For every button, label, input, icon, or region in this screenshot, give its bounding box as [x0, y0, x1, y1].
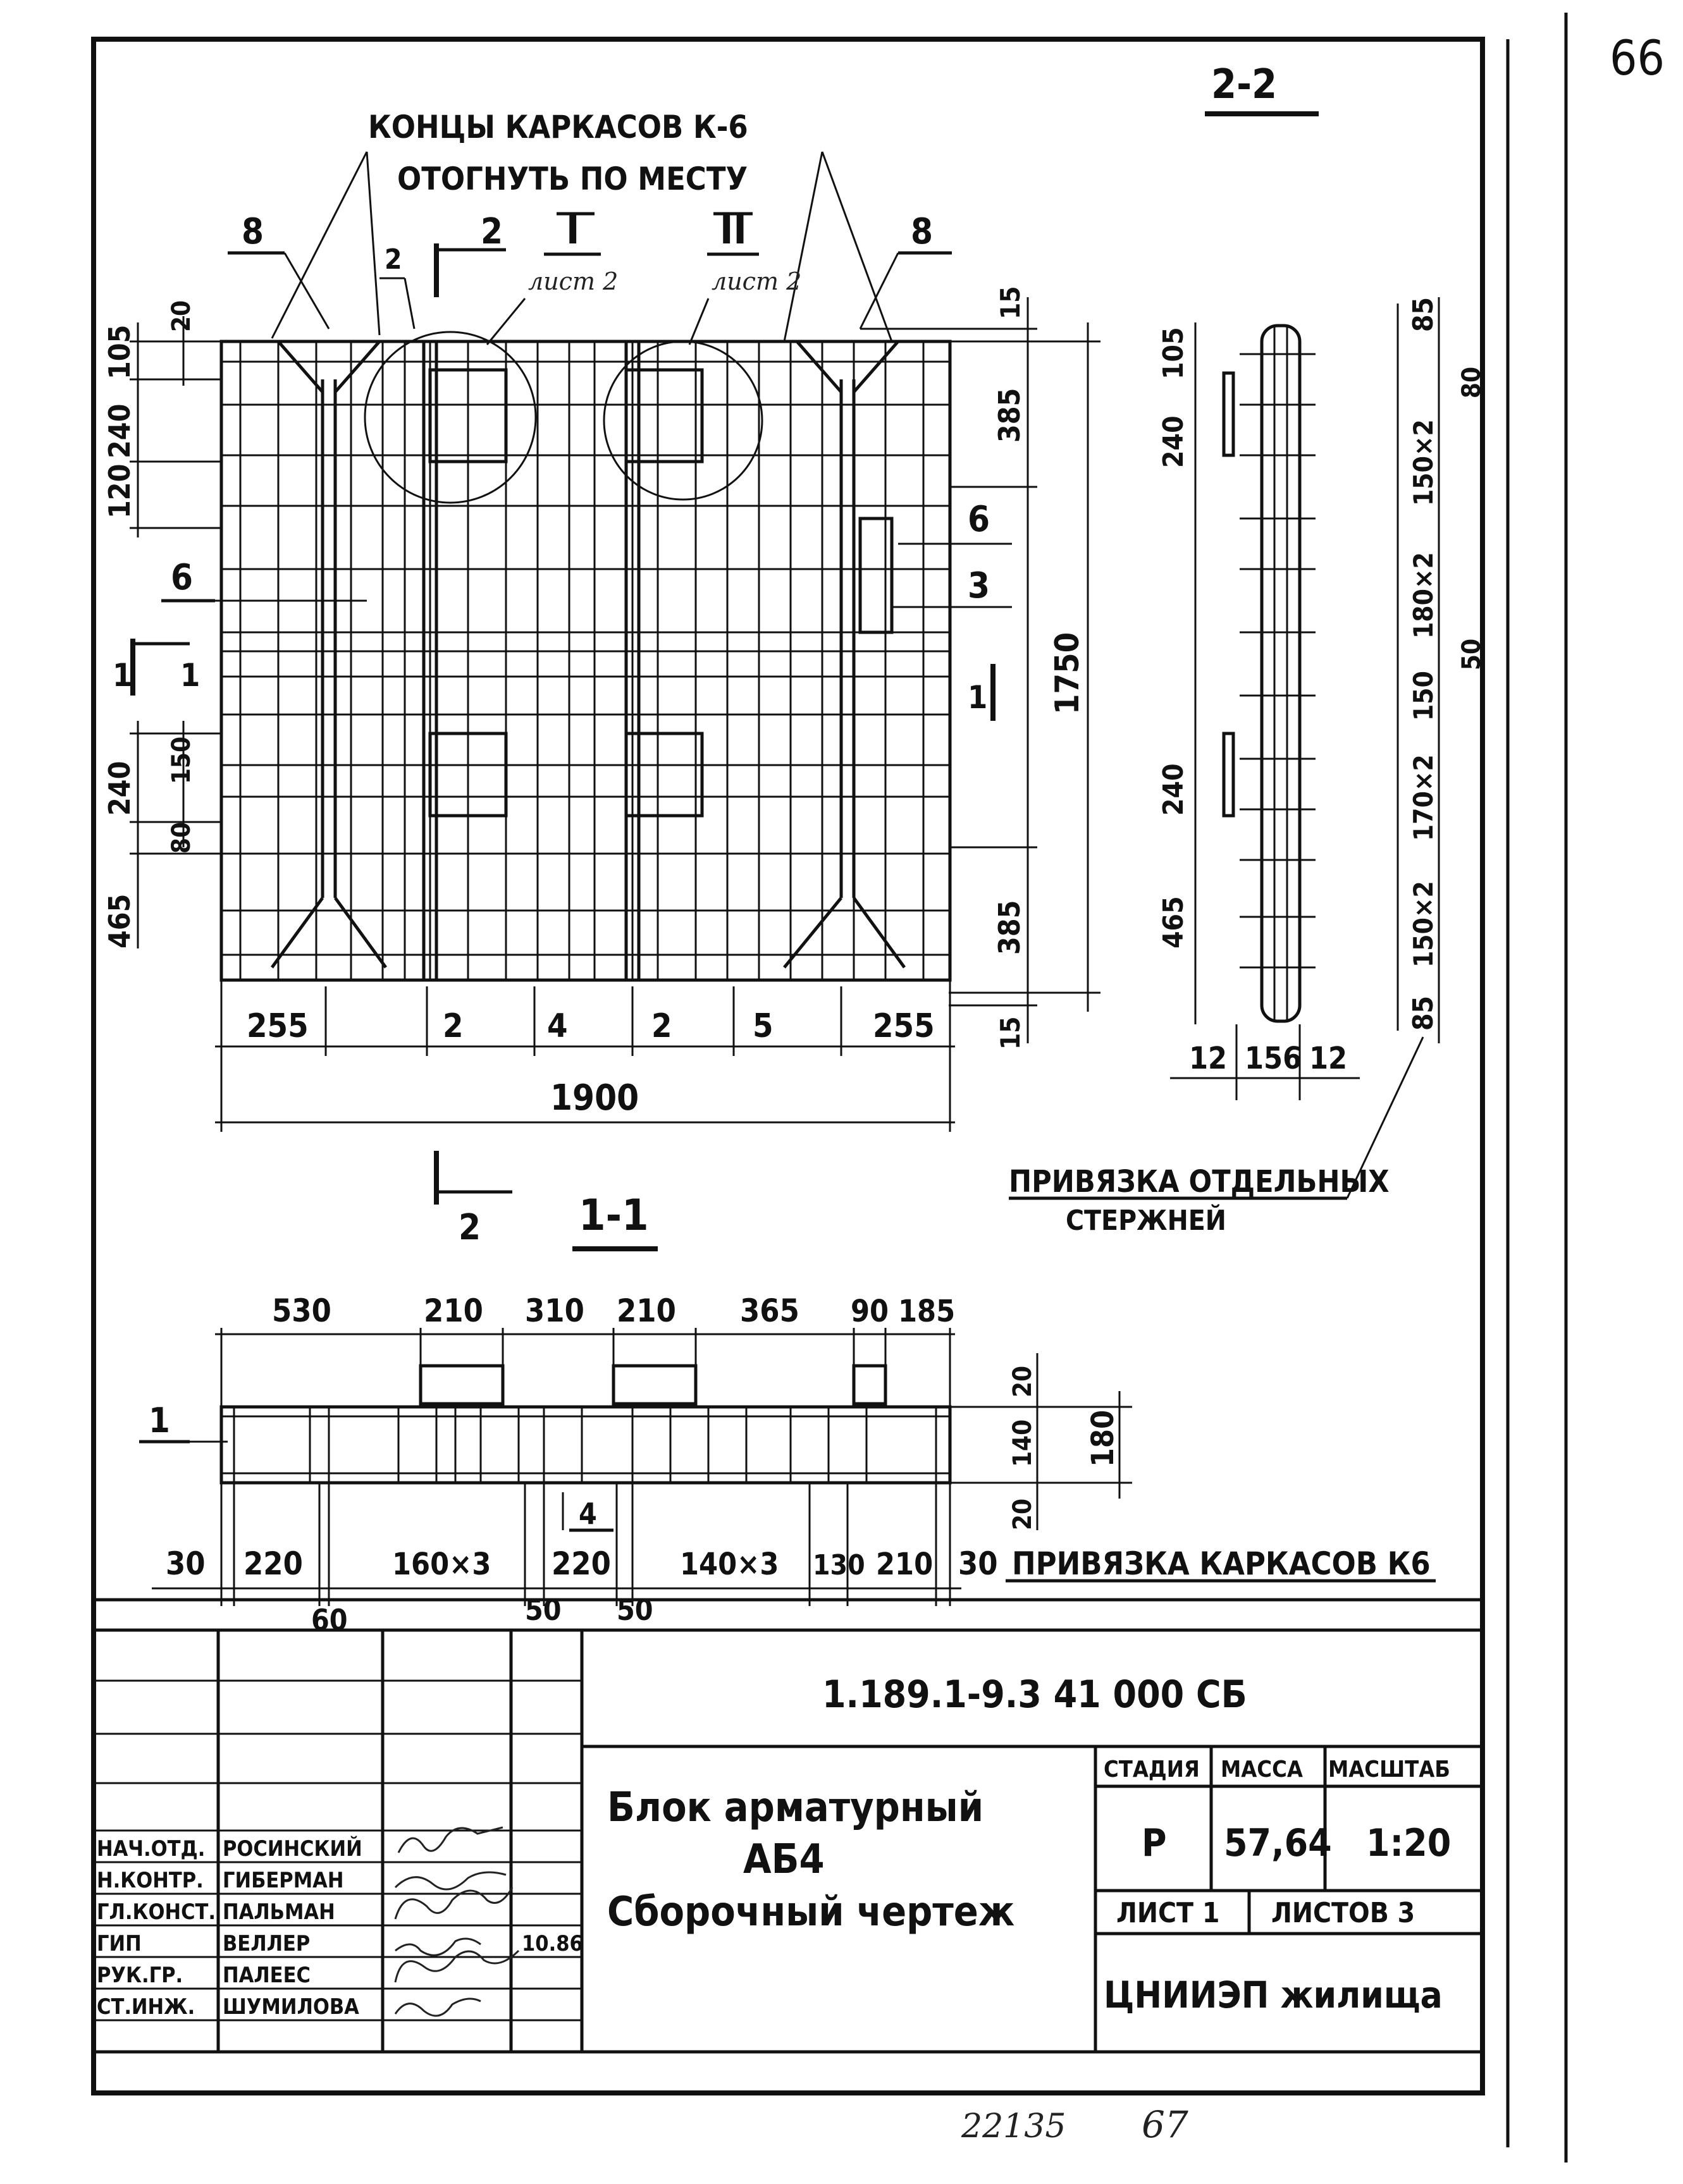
plan-left-dim-20: 20: [167, 300, 196, 332]
marker-8-right: 8: [911, 211, 934, 252]
s11-top-dim-310: 310: [525, 1292, 584, 1329]
marker-6-left: 6: [171, 557, 194, 598]
plan-bottom-dim-2a: 2: [443, 1007, 464, 1045]
s22-bottom-dim-12-right: 12: [1309, 1041, 1348, 1076]
s11-bottom-dim-220b: 220: [552, 1545, 611, 1582]
s11-top-dim-365: 365: [740, 1292, 799, 1329]
s11-bottom-dim-130: 130: [813, 1549, 865, 1581]
s11-body: [221, 1407, 950, 1483]
sig-name-5: ШУМИЛОВА: [223, 1994, 359, 2020]
sig-name-0: РОСИНСКИЙ: [223, 1836, 362, 1862]
s22-left-dim-240b: 240: [1157, 763, 1190, 816]
organization: ЦНИИЭП жилища: [1104, 1973, 1443, 2016]
s22-bottom-dim-156: 156: [1245, 1041, 1302, 1076]
s11-bottom-dim-160x3: 160×3: [392, 1547, 491, 1582]
plan-view: [102, 61, 1319, 1248]
s11-right-dim-140: 140: [1008, 1419, 1037, 1467]
cut-1-left-b: 1: [180, 657, 200, 694]
sig-role-5: СТ.ИНЖ.: [97, 1994, 195, 2020]
plan-left-dim-105: 105: [102, 324, 137, 379]
s11-bottom-dim-210: 210: [876, 1547, 934, 1582]
section-2-2: [1009, 297, 1486, 1237]
s22-right-dim-170x2: 170×2: [1408, 754, 1439, 841]
sig-role-2: ГЛ.КОНСТ.: [97, 1899, 216, 1925]
s22-right-dim-150: 150: [1408, 671, 1439, 721]
section-1-1: [139, 1191, 1436, 1637]
sig-role-0: НАЧ.ОТД.: [97, 1836, 206, 1862]
section-1-1-label: 1-1: [579, 1191, 649, 1241]
s22-bottom-dim-12-left: 12: [1189, 1041, 1228, 1076]
title-line2: АБ4: [743, 1836, 825, 1883]
node-II-label: II: [720, 207, 747, 254]
mesh-vertical-bars: [240, 341, 923, 980]
plan-left-dim-120: 120: [102, 463, 137, 518]
s11-marker-4: 4: [579, 1497, 597, 1531]
s22-right-dim-85-top: 85: [1407, 297, 1439, 332]
cut-1-left-a: 1: [113, 657, 133, 694]
s11-top-dim-210b: 210: [617, 1292, 676, 1329]
cut-2-top: [436, 211, 506, 297]
s11-bottom-dim-60: 60: [311, 1603, 348, 1637]
header-scale: МАСШТАБ: [1328, 1757, 1450, 1782]
node-I-circle: [365, 332, 536, 503]
plan-left-dim-240: 240: [102, 403, 137, 458]
s22-right-dim-50: 50: [1457, 638, 1486, 670]
s11-top-dim-210a: 210: [424, 1292, 483, 1329]
scale-value: 1:20: [1366, 1821, 1452, 1865]
mass-value: 57,64: [1224, 1821, 1332, 1865]
plan-right-dim-1750: 1750: [1049, 632, 1087, 715]
plan-bottom-dims: [215, 980, 955, 1132]
node-I-ref: лист 2: [528, 267, 619, 295]
header-mass: МАССА: [1221, 1757, 1303, 1782]
s11-bottom-dim-30-right: 30: [958, 1545, 998, 1582]
bottom-number-67: 67: [1142, 2103, 1188, 2146]
s11-bottom-dim-30-left: 30: [166, 1545, 206, 1582]
plan-bottom-dim-255-right: 255: [873, 1007, 935, 1045]
title-line3: Сборочный чертеж: [607, 1889, 1015, 1936]
plan-bottom-dim-4: 4: [547, 1007, 568, 1045]
stage-value: Р: [1142, 1821, 1167, 1865]
sheet-value: ЛИСТ 1: [1116, 1897, 1220, 1929]
sig-name-1: ГИБЕРМАН: [223, 1868, 344, 1893]
sheet-number-top: 66: [1610, 30, 1665, 86]
s11-bottom-dim-220a: 220: [244, 1545, 303, 1582]
plan-right-dim-385-top: 385: [992, 388, 1026, 443]
plan-right-dims: [860, 286, 1100, 1050]
plan-bottom-dim-255-left: 255: [247, 1007, 309, 1045]
s22-left-dim-240a: 240: [1157, 415, 1190, 468]
plan-right-dim-385-bottom: 385: [992, 900, 1026, 955]
s22-note-line2: СТЕРЖНЕЙ: [1066, 1205, 1226, 1237]
sig-role-4: РУК.ГР.: [97, 1963, 183, 1988]
s11-marker-1: 1: [149, 1401, 170, 1440]
plan-right-dim-15-top: 15: [995, 286, 1026, 319]
document-code: 1.189.1-9.3 41 000 СБ: [822, 1672, 1247, 1717]
s22-note-line1: ПРИВЯЗКА ОТДЕЛЬНЫХ: [1009, 1164, 1390, 1199]
title-block: [94, 1630, 1483, 2052]
marker-2-small: 2: [385, 243, 402, 276]
sheets-value: ЛИСТОВ 3: [1271, 1897, 1415, 1929]
marker-6-right: 6: [968, 499, 990, 540]
s22-right-dim-150x2-top: 150×2: [1408, 419, 1439, 506]
plan-left-dim-240b: 240: [102, 761, 137, 816]
s11-bottom-dim-140x3: 140×3: [680, 1547, 779, 1582]
s22-right-dim-150x2-bottom: 150×2: [1408, 881, 1439, 967]
s11-top-dim-185: 185: [898, 1294, 956, 1329]
s22-right-dim-85-bottom: 85: [1407, 995, 1439, 1031]
s11-note: ПРИВЯЗКА КАРКАСОВ К6: [1012, 1545, 1431, 1582]
s22-left-dim-105: 105: [1157, 327, 1190, 379]
header-stage: СТАДИЯ: [1104, 1757, 1200, 1782]
cut-2-bottom: [436, 1151, 512, 1248]
note-ends-line2: ОТОГНУТЬ ПО МЕСТУ: [397, 161, 748, 197]
s11-bottom-dim-50a: 50: [525, 1593, 562, 1627]
s22-left-dim-465: 465: [1157, 896, 1190, 948]
sig-role-1: Н.КОНТР.: [97, 1868, 204, 1893]
cut-2-bottom-label: 2: [459, 1207, 481, 1248]
plan-bottom-dim-2b: 2: [651, 1007, 672, 1045]
s11-right-dim-20-top: 20: [1008, 1365, 1037, 1397]
s11-top-dim-90: 90: [851, 1294, 889, 1329]
s11-top-dim-530: 530: [272, 1292, 331, 1329]
s11-bottom-dim-50b: 50: [617, 1593, 653, 1627]
cut-1-right: 1: [968, 679, 988, 716]
plan-overall-width: 1900: [550, 1077, 639, 1119]
plan-bottom-dim-5: 5: [753, 1007, 774, 1045]
sig-name-3: ВЕЛЛЕР: [223, 1931, 311, 1956]
title-line1: Блок арматурный: [607, 1784, 984, 1831]
node-II-ref: лист 2: [712, 267, 802, 295]
s11-right-dim-20-bottom: 20: [1008, 1498, 1037, 1530]
marker-3-right: 3: [968, 565, 990, 606]
node-I-label: I: [566, 207, 580, 254]
handwritten-signatures: [395, 1827, 519, 2016]
s11-right-dim-180: 180: [1085, 1409, 1121, 1467]
s22-right-dim-80: 80: [1457, 366, 1486, 398]
sig-role-3: ГИП: [97, 1931, 142, 1956]
s22-right-dim-180x2: 180×2: [1408, 552, 1439, 639]
marker-8-left: 8: [242, 211, 264, 252]
bottom-number-22135: 22135: [961, 2107, 1066, 2145]
plan-left-dim-80: 80: [167, 821, 196, 854]
plan-left-dims: [102, 300, 221, 948]
plan-right-dim-15-bottom: 15: [995, 1016, 1026, 1050]
section-2-2-label: 2-2: [1211, 61, 1278, 108]
note-ends-line1: КОНЦЫ КАРКАСОВ К-6: [368, 109, 748, 145]
sig-name-2: ПАЛЬМАН: [223, 1899, 335, 1925]
cut-2-top-label: 2: [481, 211, 503, 252]
signature-date: 10.86: [522, 1931, 583, 1956]
sig-name-4: ПАЛЕЕС: [223, 1963, 311, 1988]
plan-left-dim-150: 150: [167, 736, 196, 784]
signature-rows: [97, 1836, 362, 2020]
plan-left-dim-465: 465: [102, 893, 137, 948]
